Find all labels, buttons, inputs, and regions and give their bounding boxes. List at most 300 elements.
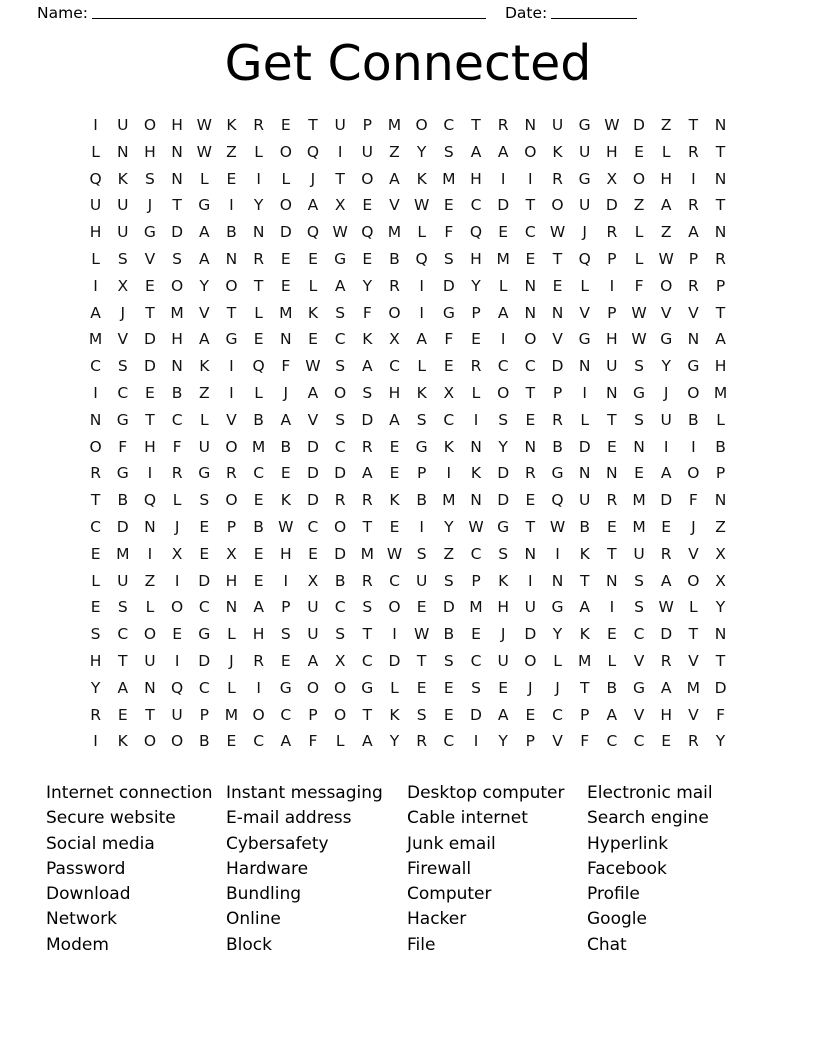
grid-cell[interactable]: I xyxy=(229,383,234,402)
grid-cell[interactable]: U xyxy=(660,410,672,429)
grid-cell[interactable]: A xyxy=(497,303,509,322)
grid-cell[interactable]: B xyxy=(117,491,129,510)
grid-cell[interactable]: Q xyxy=(469,223,483,242)
grid-cell[interactable]: D xyxy=(470,705,482,724)
grid-cell[interactable]: A xyxy=(253,598,264,617)
grid-cell[interactable]: I xyxy=(555,544,560,563)
grid-cell[interactable]: G xyxy=(334,249,347,268)
grid-cell[interactable]: C xyxy=(90,357,101,376)
grid-cell[interactable]: I xyxy=(256,169,261,188)
grid-cell[interactable]: I xyxy=(500,169,506,188)
grid-cell[interactable]: E xyxy=(525,410,536,429)
grid-cell[interactable]: X xyxy=(334,196,346,215)
grid-cell[interactable]: T xyxy=(715,196,726,215)
grid-cell[interactable]: K xyxy=(470,464,482,483)
grid-cell[interactable]: M xyxy=(360,544,374,563)
grid-cell[interactable]: I xyxy=(691,437,696,456)
grid-cell[interactable]: V xyxy=(633,651,645,670)
grid-cell[interactable]: T xyxy=(362,517,373,536)
grid-cell[interactable]: N xyxy=(470,437,482,456)
grid-cell[interactable]: X xyxy=(117,276,129,295)
grid-cell[interactable]: U xyxy=(551,116,564,134)
grid-cell[interactable]: N xyxy=(714,223,727,242)
grid-cell[interactable]: E xyxy=(253,544,264,563)
grid-cell[interactable]: T xyxy=(471,116,481,134)
grid-cell[interactable]: S xyxy=(199,491,210,510)
grid-cell[interactable]: R xyxy=(90,464,101,483)
grid-cell[interactable]: L xyxy=(417,223,426,242)
grid-cell[interactable]: N xyxy=(171,169,183,188)
grid-cell[interactable]: V xyxy=(688,303,699,322)
grid-cell[interactable]: U xyxy=(117,196,129,215)
grid-cell[interactable]: G xyxy=(198,464,211,483)
grid-cell[interactable]: V xyxy=(688,544,699,563)
grid-cell[interactable]: N xyxy=(116,142,129,161)
grid-cell[interactable]: B xyxy=(226,223,237,242)
grid-cell[interactable]: E xyxy=(443,705,454,724)
grid-cell[interactable]: S xyxy=(117,598,128,617)
grid-cell[interactable]: O xyxy=(524,330,537,349)
grid-cell[interactable]: Q xyxy=(171,678,184,697)
grid-cell[interactable]: H xyxy=(89,651,102,670)
grid-cell[interactable]: C xyxy=(198,678,210,697)
grid-cell[interactable]: T xyxy=(688,116,699,134)
grid-cell[interactable]: S xyxy=(145,169,155,188)
grid-cell[interactable]: M xyxy=(442,491,456,510)
grid-cell[interactable]: I xyxy=(147,544,153,563)
grid-cell[interactable]: S xyxy=(634,357,644,376)
grid-cell[interactable]: W xyxy=(631,303,647,322)
grid-cell[interactable]: C xyxy=(253,464,265,483)
grid-cell[interactable]: P xyxy=(362,116,372,134)
grid-cell[interactable]: S xyxy=(634,598,644,617)
grid-cell[interactable]: S xyxy=(172,249,183,268)
grid-cell[interactable]: Z xyxy=(226,142,237,161)
grid-cell[interactable]: W xyxy=(604,116,620,134)
grid-cell[interactable]: A xyxy=(198,330,210,349)
grid-cell[interactable]: N xyxy=(524,116,537,134)
grid-cell[interactable]: T xyxy=(688,625,699,644)
grid-cell[interactable]: U xyxy=(579,142,591,161)
grid-cell[interactable]: E xyxy=(117,705,128,724)
grid-cell[interactable]: Y xyxy=(90,678,101,697)
grid-cell[interactable]: L xyxy=(716,410,725,429)
word-list-item[interactable]: Password xyxy=(46,858,126,879)
grid-cell[interactable]: E xyxy=(416,678,427,697)
grid-cell[interactable]: P xyxy=(715,276,726,295)
grid-cell[interactable]: R xyxy=(497,116,509,134)
grid-cell[interactable]: M xyxy=(686,678,701,697)
grid-cell[interactable]: P xyxy=(525,732,536,751)
grid-cell[interactable]: E xyxy=(525,249,536,268)
word-list-item[interactable]: E-mail address xyxy=(226,808,352,829)
grid-cell[interactable]: K xyxy=(226,116,237,134)
grid-cell[interactable]: R xyxy=(524,464,536,483)
grid-cell[interactable]: O xyxy=(89,437,102,456)
grid-cell[interactable]: I xyxy=(174,571,180,590)
word-list-item[interactable]: Junk email xyxy=(407,833,496,854)
grid-cell[interactable]: K xyxy=(389,705,400,724)
grid-cell[interactable]: O xyxy=(524,142,537,161)
grid-cell[interactable]: M xyxy=(251,437,266,456)
grid-cell[interactable]: J xyxy=(663,383,669,402)
grid-cell[interactable]: L xyxy=(172,491,182,510)
grid-cell[interactable]: E xyxy=(90,544,101,563)
grid-cell[interactable]: L xyxy=(254,303,263,322)
grid-cell[interactable]: U xyxy=(606,357,618,376)
grid-cell[interactable]: B xyxy=(389,249,400,268)
grid-cell[interactable]: I xyxy=(229,196,234,215)
grid-cell[interactable]: E xyxy=(389,437,400,456)
grid-cell[interactable]: Z xyxy=(198,383,210,402)
grid-cell[interactable]: P xyxy=(688,249,699,268)
grid-cell[interactable]: I xyxy=(419,303,424,322)
grid-cell[interactable]: L xyxy=(91,571,100,590)
grid-cell[interactable]: K xyxy=(280,491,291,510)
grid-cell[interactable]: P xyxy=(226,517,237,536)
grid-cell[interactable]: H xyxy=(606,142,618,161)
grid-cell[interactable]: O xyxy=(171,732,184,751)
grid-cell[interactable]: N xyxy=(714,491,727,510)
grid-cell[interactable]: F xyxy=(688,491,698,510)
grid-cell[interactable]: M xyxy=(279,303,293,322)
grid-cell[interactable]: O xyxy=(225,276,238,295)
grid-cell[interactable]: E xyxy=(443,357,454,376)
grid-cell[interactable]: L xyxy=(634,249,644,268)
grid-cell[interactable]: L xyxy=(689,598,698,617)
grid-cell[interactable]: Y xyxy=(389,732,400,751)
grid-cell[interactable]: X xyxy=(226,544,237,563)
grid-cell[interactable]: O xyxy=(171,276,184,295)
grid-cell[interactable]: G xyxy=(198,196,211,215)
grid-cell[interactable]: E xyxy=(253,330,264,349)
grid-cell[interactable]: I xyxy=(392,625,397,644)
grid-cell[interactable]: T xyxy=(362,625,373,644)
grid-cell[interactable]: H xyxy=(225,571,238,590)
grid-cell[interactable]: C xyxy=(307,517,319,536)
grid-cell[interactable]: Z xyxy=(660,223,672,242)
grid-cell[interactable]: H xyxy=(470,249,482,268)
grid-cell[interactable]: E xyxy=(362,249,373,268)
grid-cell[interactable]: O xyxy=(415,116,428,134)
grid-cell[interactable]: L xyxy=(634,223,644,242)
grid-cell[interactable]: K xyxy=(389,491,400,510)
word-list-item[interactable]: Online xyxy=(226,909,281,930)
word-list-item[interactable]: Search engine xyxy=(587,808,709,829)
grid-cell[interactable]: T xyxy=(525,383,536,402)
grid-cell[interactable]: O xyxy=(143,625,157,644)
grid-cell[interactable]: B xyxy=(443,625,455,644)
grid-cell[interactable]: A xyxy=(307,196,319,215)
grid-cell[interactable]: A xyxy=(362,464,373,483)
grid-cell[interactable]: A xyxy=(497,142,509,161)
grid-cell[interactable]: U xyxy=(307,598,319,617)
grid-cell[interactable]: Z xyxy=(144,571,156,590)
grid-cell[interactable]: O xyxy=(279,142,292,161)
grid-cell[interactable]: R xyxy=(606,491,618,510)
grid-cell[interactable]: T xyxy=(607,544,617,563)
grid-cell[interactable]: T xyxy=(90,491,101,510)
grid-cell[interactable]: T xyxy=(416,651,427,670)
grid-cell[interactable]: P xyxy=(552,383,563,402)
grid-cell[interactable]: H xyxy=(470,169,482,188)
grid-cell[interactable]: L xyxy=(417,357,426,376)
grid-cell[interactable]: A xyxy=(660,571,672,590)
grid-cell[interactable]: M xyxy=(577,651,592,670)
grid-cell[interactable]: R xyxy=(226,464,237,483)
grid-cell[interactable]: M xyxy=(88,330,103,349)
grid-cell[interactable]: C xyxy=(443,410,455,429)
grid-cell[interactable]: R xyxy=(171,464,183,483)
grid-cell[interactable]: A xyxy=(362,732,373,751)
grid-cell[interactable]: L xyxy=(281,169,291,188)
grid-cell[interactable]: L xyxy=(553,651,562,670)
grid-cell[interactable]: O xyxy=(306,678,320,697)
grid-cell[interactable]: I xyxy=(256,678,261,697)
grid-cell[interactable]: F xyxy=(281,357,291,376)
grid-cell[interactable]: Z xyxy=(443,544,455,563)
grid-cell[interactable]: W xyxy=(468,517,484,536)
grid-cell[interactable]: R xyxy=(470,357,482,376)
grid-cell[interactable]: F xyxy=(444,223,454,242)
grid-cell[interactable]: D xyxy=(143,330,156,349)
grid-cell[interactable]: H xyxy=(660,169,673,188)
grid-cell[interactable]: O xyxy=(334,678,347,697)
grid-cell[interactable]: A xyxy=(497,705,509,724)
grid-cell[interactable]: U xyxy=(579,196,591,215)
grid-cell[interactable]: G xyxy=(633,678,646,697)
grid-cell[interactable]: D xyxy=(198,571,211,590)
grid-cell[interactable]: D xyxy=(497,464,510,483)
grid-cell[interactable]: F xyxy=(118,437,128,456)
grid-cell[interactable]: D xyxy=(497,491,510,510)
grid-cell[interactable]: J xyxy=(500,625,506,644)
grid-cell[interactable]: K xyxy=(416,383,427,402)
grid-cell[interactable]: F xyxy=(362,303,372,322)
grid-cell[interactable]: G xyxy=(497,517,510,536)
grid-cell[interactable]: T xyxy=(552,249,563,268)
grid-cell[interactable]: S xyxy=(335,357,346,376)
grid-cell[interactable]: M xyxy=(632,517,646,536)
grid-cell[interactable]: G xyxy=(442,303,455,322)
word-list-item[interactable]: Firewall xyxy=(407,858,472,879)
grid-cell[interactable]: L xyxy=(199,169,209,188)
grid-cell[interactable]: U xyxy=(334,116,346,134)
grid-cell[interactable]: W xyxy=(549,517,566,536)
grid-cell[interactable]: A xyxy=(389,410,400,429)
grid-cell[interactable]: D xyxy=(171,223,184,242)
grid-cell[interactable]: M xyxy=(387,223,402,242)
word-list-item[interactable]: Cable internet xyxy=(407,808,528,829)
grid-cell[interactable]: C xyxy=(443,116,455,134)
grid-cell[interactable]: G xyxy=(551,598,564,617)
grid-cell[interactable]: W xyxy=(278,517,294,536)
grid-cell[interactable]: F xyxy=(716,705,725,724)
grid-cell[interactable]: I xyxy=(419,276,424,295)
grid-cell[interactable]: O xyxy=(497,383,510,402)
word-list-item[interactable]: Social media xyxy=(46,833,155,854)
grid-cell[interactable]: N xyxy=(279,330,292,349)
grid-cell[interactable]: L xyxy=(91,249,100,268)
grid-cell[interactable]: M xyxy=(632,491,646,510)
grid-cell[interactable]: N xyxy=(144,678,156,697)
grid-cell[interactable]: V xyxy=(660,303,672,322)
grid-cell[interactable]: Z xyxy=(389,142,400,161)
grid-cell[interactable]: A xyxy=(715,330,726,349)
grid-cell[interactable]: O xyxy=(687,571,700,590)
grid-cell[interactable]: C xyxy=(389,571,400,590)
grid-cell[interactable]: E xyxy=(634,142,644,161)
grid-cell[interactable]: V xyxy=(552,330,563,349)
grid-cell[interactable]: D xyxy=(497,196,510,215)
grid-cell[interactable]: P xyxy=(308,705,318,724)
grid-cell[interactable]: D xyxy=(334,464,347,483)
grid-cell[interactable]: C xyxy=(470,196,482,215)
grid-cell[interactable]: S xyxy=(362,383,373,402)
grid-cell[interactable]: A xyxy=(416,330,427,349)
grid-cell[interactable]: L xyxy=(145,598,155,617)
grid-cell[interactable]: B xyxy=(253,517,264,536)
grid-cell[interactable]: U xyxy=(579,491,591,510)
grid-cell[interactable]: I xyxy=(147,464,153,483)
word-list-item[interactable]: Network xyxy=(46,909,117,930)
grid-cell[interactable]: L xyxy=(254,142,263,161)
grid-cell[interactable]: Y xyxy=(552,625,563,644)
grid-cell[interactable]: Y xyxy=(715,732,726,751)
grid-cell[interactable]: X xyxy=(389,330,400,349)
grid-cell[interactable]: X xyxy=(307,571,319,590)
grid-cell[interactable]: D xyxy=(578,437,591,456)
grid-cell[interactable]: E xyxy=(443,196,454,215)
grid-cell[interactable]: B xyxy=(253,410,264,429)
grid-cell[interactable]: D xyxy=(714,678,727,697)
grid-cell[interactable]: C xyxy=(117,625,129,644)
grid-cell[interactable]: R xyxy=(361,571,373,590)
grid-cell[interactable]: S xyxy=(280,625,291,644)
grid-cell[interactable]: E xyxy=(280,276,291,295)
grid-cell[interactable]: G xyxy=(687,357,700,376)
grid-cell[interactable]: C xyxy=(334,330,346,349)
grid-cell[interactable]: O xyxy=(334,383,347,402)
grid-cell[interactable]: E xyxy=(253,491,264,510)
grid-cell[interactable]: E xyxy=(606,517,617,536)
grid-cell[interactable]: O xyxy=(551,196,564,215)
grid-cell[interactable]: W xyxy=(196,142,212,161)
grid-cell[interactable]: G xyxy=(578,116,591,134)
grid-cell[interactable]: Y xyxy=(471,276,481,295)
grid-cell[interactable]: B xyxy=(688,410,699,429)
grid-cell[interactable]: C xyxy=(361,651,373,670)
grid-cell[interactable]: L xyxy=(607,651,617,670)
grid-cell[interactable]: C xyxy=(90,517,101,536)
grid-cell[interactable]: G xyxy=(578,330,591,349)
grid-cell[interactable]: D xyxy=(198,651,211,670)
grid-cell[interactable]: K xyxy=(579,625,590,644)
grid-cell[interactable]: N xyxy=(578,357,591,376)
grid-cell[interactable]: D xyxy=(143,357,156,376)
grid-cell[interactable]: P xyxy=(199,705,209,724)
grid-cell[interactable]: C xyxy=(633,732,645,751)
grid-cell[interactable]: Y xyxy=(715,598,726,617)
word-list-item[interactable]: Facebook xyxy=(587,858,667,879)
grid-cell[interactable]: Y xyxy=(416,142,427,161)
grid-cell[interactable]: O xyxy=(334,705,347,724)
grid-cell[interactable]: O xyxy=(225,437,238,456)
word-list-item[interactable]: Download xyxy=(46,884,131,905)
word-list-item[interactable]: Hacker xyxy=(407,909,467,930)
grid-cell[interactable]: R xyxy=(416,732,428,751)
grid-cell[interactable]: T xyxy=(145,303,155,322)
grid-cell[interactable]: E xyxy=(471,330,481,349)
grid-cell[interactable]: N xyxy=(524,437,537,456)
grid-cell[interactable]: N xyxy=(171,142,183,161)
grid-cell[interactable]: N xyxy=(606,464,618,483)
grid-cell[interactable]: E xyxy=(280,249,291,268)
grid-cell[interactable]: M xyxy=(442,169,456,188)
grid-cell[interactable]: N xyxy=(687,330,700,349)
grid-cell[interactable]: Q xyxy=(415,249,428,268)
grid-cell[interactable]: Q xyxy=(89,169,102,188)
grid-cell[interactable]: S xyxy=(498,544,509,563)
grid-cell[interactable]: H xyxy=(279,544,292,563)
grid-cell[interactable]: W xyxy=(196,116,212,134)
grid-cell[interactable]: A xyxy=(660,464,672,483)
grid-cell[interactable]: Q xyxy=(143,491,157,510)
word-list-item[interactable]: Instant messaging xyxy=(226,783,383,803)
grid-cell[interactable]: D xyxy=(306,437,319,456)
grid-cell[interactable]: R xyxy=(687,276,699,295)
grid-cell[interactable]: G xyxy=(578,169,591,188)
grid-cell[interactable]: E xyxy=(362,196,373,215)
grid-cell[interactable]: L xyxy=(580,276,589,295)
grid-cell[interactable]: T xyxy=(715,303,726,322)
grid-cell[interactable]: N xyxy=(252,223,265,242)
grid-cell[interactable]: E xyxy=(199,517,210,536)
grid-cell[interactable]: U xyxy=(171,705,183,724)
grid-cell[interactable]: N xyxy=(470,491,482,510)
grid-cell[interactable]: G xyxy=(143,223,156,242)
grid-cell[interactable]: D xyxy=(524,625,537,644)
grid-cell[interactable]: T xyxy=(607,410,617,429)
grid-cell[interactable]: P xyxy=(607,249,617,268)
grid-cell[interactable]: E xyxy=(226,732,237,751)
grid-cell[interactable]: P xyxy=(416,464,427,483)
grid-cell[interactable]: E xyxy=(308,330,318,349)
grid-cell[interactable]: H xyxy=(144,142,156,161)
word-list-item[interactable]: Computer xyxy=(407,884,492,905)
grid-cell[interactable]: O xyxy=(143,732,157,751)
grid-cell[interactable]: E xyxy=(280,116,291,134)
grid-cell[interactable]: E xyxy=(525,705,536,724)
grid-cell[interactable]: T xyxy=(253,276,264,295)
grid-cell[interactable]: L xyxy=(390,678,399,697)
grid-cell[interactable]: W xyxy=(305,357,321,376)
grid-cell[interactable]: C xyxy=(117,383,129,402)
grid-cell[interactable]: N xyxy=(606,571,618,590)
grid-cell[interactable]: N xyxy=(89,410,102,429)
grid-cell[interactable]: C xyxy=(253,732,265,751)
grid-cell[interactable]: J xyxy=(528,678,533,697)
grid-cell[interactable]: I xyxy=(609,276,615,295)
grid-cell[interactable]: U xyxy=(524,598,537,617)
grid-cell[interactable]: S xyxy=(416,410,427,429)
grid-cell[interactable]: E xyxy=(389,464,400,483)
word-list-item[interactable]: Chat xyxy=(587,934,627,955)
grid-cell[interactable]: U xyxy=(144,651,156,670)
grid-cell[interactable]: F xyxy=(444,330,454,349)
grid-cell[interactable]: K xyxy=(443,437,454,456)
grid-cell[interactable]: R xyxy=(606,223,618,242)
